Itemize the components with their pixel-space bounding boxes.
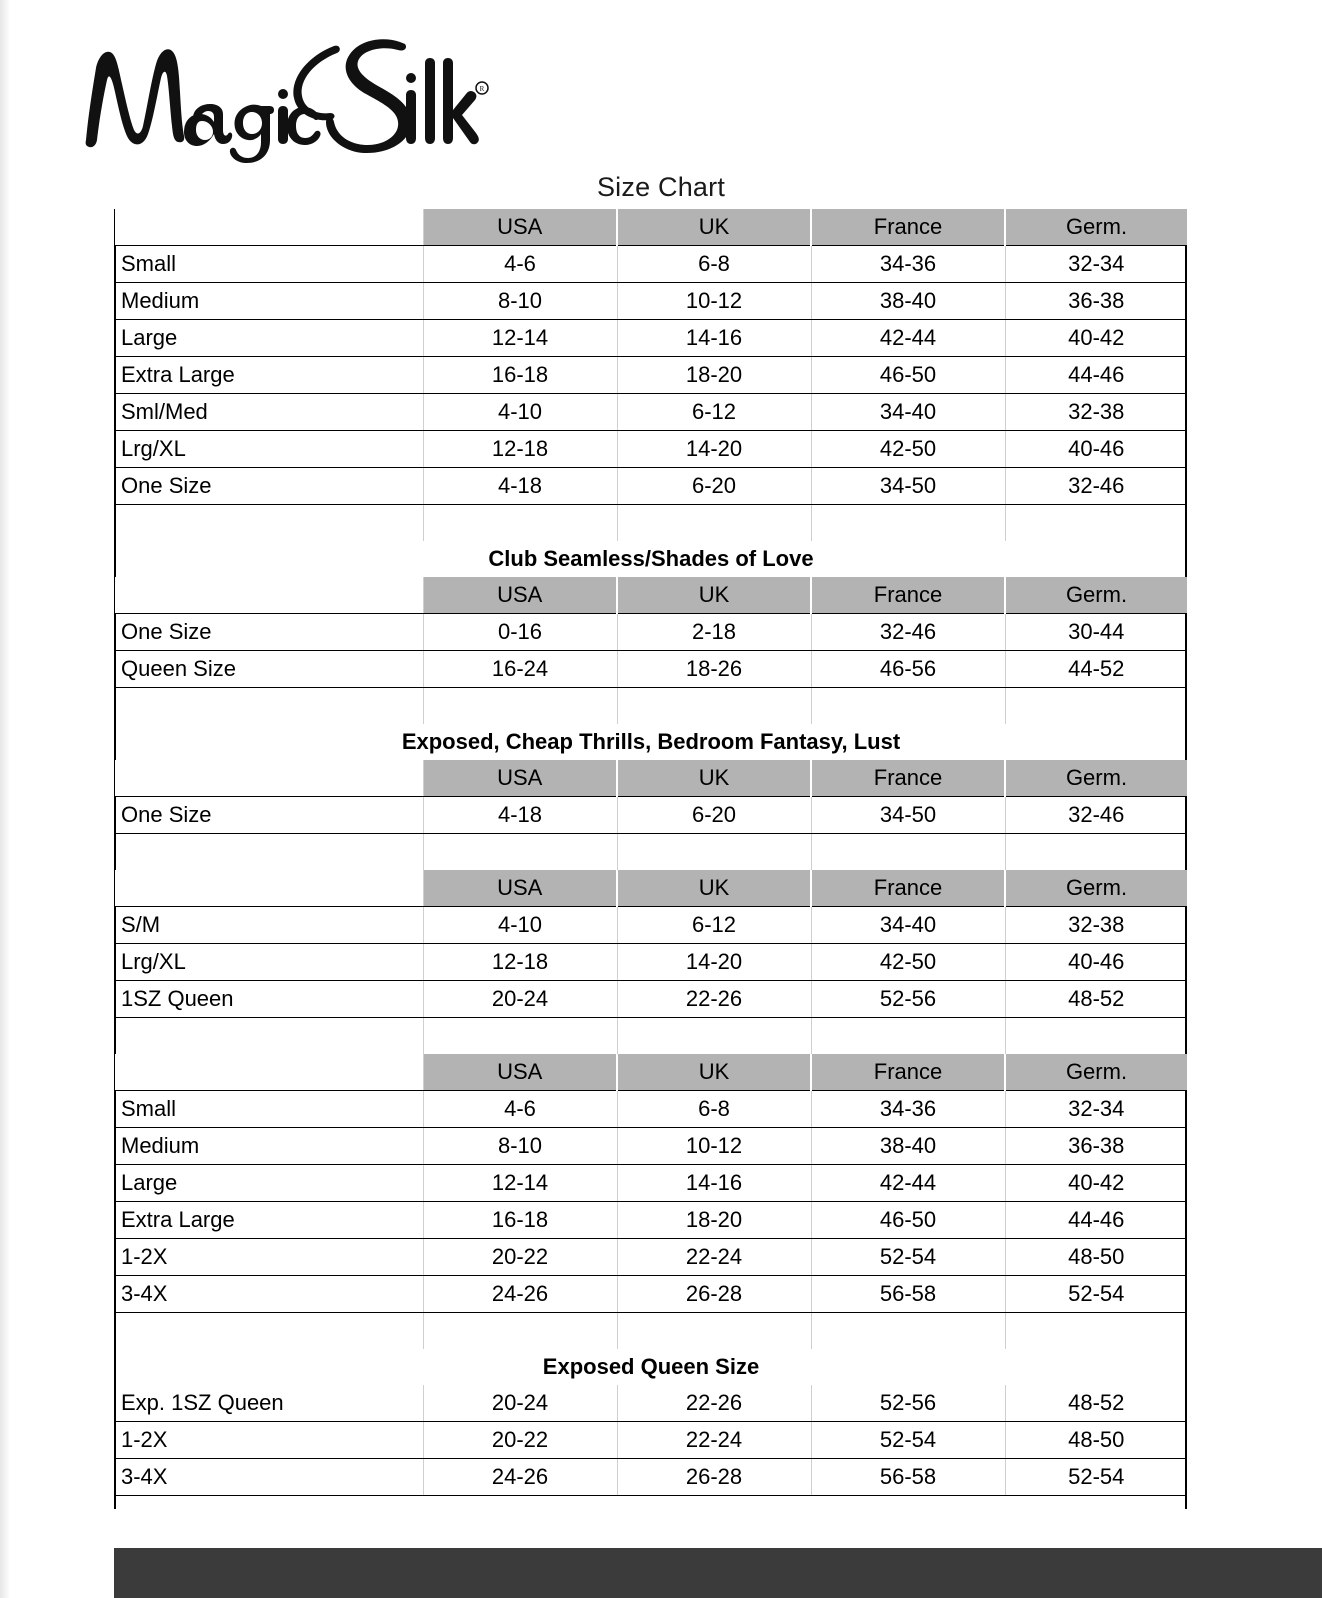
size-value-cell-uk: 18-20 xyxy=(617,357,811,394)
spacer-cell xyxy=(811,688,1005,725)
size-value-cell-france: 32-46 xyxy=(811,614,1005,651)
table-row xyxy=(115,283,1187,320)
table-row xyxy=(115,320,1187,357)
size-value-cell-france: 34-50 xyxy=(811,797,1005,834)
spacer-cell xyxy=(811,1313,1005,1350)
size-value-cell-usa: 8-10 xyxy=(423,283,617,320)
size-value-cell-germ: 32-46 xyxy=(1005,468,1187,505)
size-value-cell-france: 52-54 xyxy=(811,1422,1005,1459)
size-label-cell: 3-4X xyxy=(115,1459,423,1496)
column-header-uk: UK xyxy=(617,760,811,797)
spacer-cell xyxy=(115,1313,423,1350)
size-value-cell-france: 34-36 xyxy=(811,1091,1005,1128)
size-value-cell-germ: 32-46 xyxy=(1005,797,1187,834)
size-value-cell-usa: 20-22 xyxy=(423,1239,617,1276)
size-label-cell: 1-2X xyxy=(115,1239,423,1276)
spacer-cell xyxy=(617,688,811,725)
column-header-usa: USA xyxy=(423,870,617,907)
size-chart-sheet xyxy=(115,209,1187,1496)
size-label-cell: Lrg/XL xyxy=(115,431,423,468)
spacer-cell xyxy=(115,688,423,725)
size-value-cell-uk: 10-12 xyxy=(617,283,811,320)
header-corner-cell xyxy=(115,760,423,797)
size-value-cell-france: 42-50 xyxy=(811,944,1005,981)
size-value-cell-germ: 44-46 xyxy=(1005,1202,1187,1239)
size-value-cell-france: 52-56 xyxy=(811,1385,1005,1422)
size-value-cell-uk: 14-20 xyxy=(617,944,811,981)
page-title: Size Chart xyxy=(596,172,726,202)
size-value-cell-france: 42-44 xyxy=(811,320,1005,357)
table-row xyxy=(115,468,1187,505)
size-label-cell: Large xyxy=(115,1165,423,1202)
size-value-cell-france: 56-58 xyxy=(811,1276,1005,1313)
size-label-cell: Extra Large xyxy=(115,1202,423,1239)
size-value-cell-uk: 6-12 xyxy=(617,394,811,431)
size-label-cell: One Size xyxy=(115,797,423,834)
size-value-cell-france: 34-50 xyxy=(811,468,1005,505)
table-row xyxy=(115,907,1187,944)
spacer-row xyxy=(115,505,1187,542)
column-header-row xyxy=(115,760,1187,797)
size-value-cell-germ: 48-50 xyxy=(1005,1422,1187,1459)
size-value-cell-uk: 18-20 xyxy=(617,1202,811,1239)
header-corner-cell xyxy=(115,209,423,246)
spacer-cell xyxy=(423,1018,617,1055)
size-value-cell-france: 56-58 xyxy=(811,1459,1005,1496)
size-label-cell: Small xyxy=(115,246,423,283)
size-value-cell-germ: 32-34 xyxy=(1005,1091,1187,1128)
column-header-germ: Germ. xyxy=(1005,870,1187,907)
column-header-usa: USA xyxy=(423,1054,617,1091)
section-heading: Club Seamless/Shades of Love xyxy=(488,546,814,571)
table-row xyxy=(115,246,1187,283)
spacer-cell xyxy=(423,1313,617,1350)
size-label-cell: Exp. 1SZ Queen xyxy=(115,1385,423,1422)
table-row xyxy=(115,431,1187,468)
size-value-cell-usa: 4-18 xyxy=(423,797,617,834)
size-value-cell-germ: 40-46 xyxy=(1005,431,1187,468)
section-heading: Exposed Queen Size xyxy=(542,1354,760,1379)
section-heading: Exposed, Cheap Thrills, Bedroom Fantasy, Lust xyxy=(401,729,901,754)
column-header-france: France xyxy=(811,1054,1005,1091)
column-header-france: France xyxy=(811,760,1005,797)
column-header-germ: Germ. xyxy=(1005,209,1187,246)
magic-silk-logo xyxy=(78,22,485,172)
column-header-uk: UK xyxy=(617,209,811,246)
size-value-cell-usa: 12-14 xyxy=(423,320,617,357)
column-header-germ: Germ. xyxy=(1005,577,1187,614)
size-value-cell-germ: 48-50 xyxy=(1005,1239,1187,1276)
svg-text:R: R xyxy=(479,85,485,93)
size-value-cell-germ: 32-38 xyxy=(1005,907,1187,944)
size-label-cell: Medium xyxy=(115,283,423,320)
size-value-cell-france: 46-50 xyxy=(811,357,1005,394)
size-value-cell-france: 46-56 xyxy=(811,651,1005,688)
size-value-cell-germ: 32-34 xyxy=(1005,246,1187,283)
size-value-cell-usa: 4-6 xyxy=(423,246,617,283)
spacer-cell xyxy=(811,505,1005,542)
size-label-cell: Sml/Med xyxy=(115,394,423,431)
spacer-row xyxy=(115,1313,1187,1350)
spacer-cell xyxy=(1005,688,1187,725)
spacer-row xyxy=(115,1018,1187,1055)
size-value-cell-france: 42-50 xyxy=(811,431,1005,468)
size-value-cell-usa: 4-6 xyxy=(423,1091,617,1128)
spacer-row xyxy=(115,688,1187,725)
page-edge-shadow xyxy=(0,0,10,1598)
column-header-uk: UK xyxy=(617,1054,811,1091)
size-value-cell-uk: 14-20 xyxy=(617,431,811,468)
size-value-cell-germ: 40-42 xyxy=(1005,320,1187,357)
size-value-cell-uk: 18-26 xyxy=(617,651,811,688)
column-header-usa: USA xyxy=(423,760,617,797)
section-heading-row xyxy=(115,724,1187,760)
column-header-france: France xyxy=(811,577,1005,614)
size-value-cell-usa: 20-24 xyxy=(423,1385,617,1422)
size-value-cell-uk: 14-16 xyxy=(617,1165,811,1202)
spacer-cell xyxy=(1005,834,1187,871)
column-header-row xyxy=(115,577,1187,614)
size-value-cell-uk: 22-24 xyxy=(617,1239,811,1276)
spacer-cell xyxy=(617,1313,811,1350)
table-row xyxy=(115,1459,1187,1496)
size-value-cell-usa: 16-24 xyxy=(423,651,617,688)
size-label-cell: Extra Large xyxy=(115,357,423,394)
footer-bar xyxy=(114,1548,1322,1598)
size-value-cell-usa: 4-18 xyxy=(423,468,617,505)
table-row xyxy=(115,357,1187,394)
size-value-cell-usa: 24-26 xyxy=(423,1276,617,1313)
size-value-cell-france: 38-40 xyxy=(811,1128,1005,1165)
table-row xyxy=(115,1165,1187,1202)
size-value-cell-france: 46-50 xyxy=(811,1202,1005,1239)
size-value-cell-uk: 6-20 xyxy=(617,797,811,834)
size-value-cell-france: 34-40 xyxy=(811,907,1005,944)
size-label-cell: Queen Size xyxy=(115,651,423,688)
table-row xyxy=(115,1128,1187,1165)
header-corner-cell xyxy=(115,870,423,907)
spacer-cell xyxy=(423,505,617,542)
table-row xyxy=(115,1091,1187,1128)
size-label-cell: 3-4X xyxy=(115,1276,423,1313)
size-value-cell-germ: 48-52 xyxy=(1005,981,1187,1018)
size-value-cell-usa: 4-10 xyxy=(423,394,617,431)
size-value-cell-france: 34-40 xyxy=(811,394,1005,431)
section-heading-row xyxy=(115,1349,1187,1385)
size-label-cell: One Size xyxy=(115,614,423,651)
table-row xyxy=(115,651,1187,688)
spacer-cell xyxy=(617,1018,811,1055)
size-value-cell-usa: 24-26 xyxy=(423,1459,617,1496)
size-value-cell-uk: 22-24 xyxy=(617,1422,811,1459)
spacer-cell xyxy=(811,1018,1005,1055)
spacer-cell xyxy=(811,834,1005,871)
size-value-cell-germ: 30-44 xyxy=(1005,614,1187,651)
column-header-row xyxy=(115,1054,1187,1091)
size-value-cell-germ: 48-52 xyxy=(1005,1385,1187,1422)
header-corner-cell xyxy=(115,577,423,614)
size-value-cell-uk: 6-8 xyxy=(617,1091,811,1128)
size-value-cell-germ: 52-54 xyxy=(1005,1459,1187,1496)
size-value-cell-france: 42-44 xyxy=(811,1165,1005,1202)
table-row xyxy=(115,981,1187,1018)
size-value-cell-france: 38-40 xyxy=(811,283,1005,320)
size-value-cell-usa: 12-14 xyxy=(423,1165,617,1202)
column-header-france: France xyxy=(811,209,1005,246)
size-value-cell-germ: 44-46 xyxy=(1005,357,1187,394)
size-value-cell-uk: 10-12 xyxy=(617,1128,811,1165)
size-label-cell: S/M xyxy=(115,907,423,944)
size-value-cell-germ: 36-38 xyxy=(1005,283,1187,320)
size-value-cell-france: 52-54 xyxy=(811,1239,1005,1276)
size-label-cell: Lrg/XL xyxy=(115,944,423,981)
table-row xyxy=(115,797,1187,834)
size-value-cell-usa: 12-18 xyxy=(423,944,617,981)
size-value-cell-germ: 36-38 xyxy=(1005,1128,1187,1165)
size-value-cell-uk: 2-18 xyxy=(617,614,811,651)
table-row xyxy=(115,1385,1187,1422)
size-value-cell-usa: 20-22 xyxy=(423,1422,617,1459)
size-value-cell-uk: 6-8 xyxy=(617,246,811,283)
spacer-cell xyxy=(115,1018,423,1055)
size-value-cell-usa: 16-18 xyxy=(423,1202,617,1239)
size-value-cell-uk: 6-12 xyxy=(617,907,811,944)
size-value-cell-uk: 26-28 xyxy=(617,1276,811,1313)
column-header-france: France xyxy=(811,870,1005,907)
size-label-cell: Small xyxy=(115,1091,423,1128)
column-header-uk: UK xyxy=(617,577,811,614)
size-value-cell-uk: 14-16 xyxy=(617,320,811,357)
spacer-cell xyxy=(617,834,811,871)
column-header-row xyxy=(115,870,1187,907)
size-value-cell-uk: 22-26 xyxy=(617,1385,811,1422)
spacer-cell xyxy=(1005,505,1187,542)
size-value-cell-uk: 6-20 xyxy=(617,468,811,505)
table-row xyxy=(115,1422,1187,1459)
column-header-row xyxy=(115,209,1187,246)
size-label-cell: Medium xyxy=(115,1128,423,1165)
size-value-cell-germ: 40-42 xyxy=(1005,1165,1187,1202)
header-corner-cell xyxy=(115,1054,423,1091)
spacer-cell xyxy=(423,688,617,725)
size-value-cell-france: 34-36 xyxy=(811,246,1005,283)
table-row xyxy=(115,1202,1187,1239)
section-heading-row xyxy=(115,541,1187,577)
spacer-cell xyxy=(1005,1018,1187,1055)
size-value-cell-france: 52-56 xyxy=(811,981,1005,1018)
size-value-cell-germ: 40-46 xyxy=(1005,944,1187,981)
size-value-cell-usa: 12-18 xyxy=(423,431,617,468)
size-value-cell-usa: 8-10 xyxy=(423,1128,617,1165)
size-chart-table xyxy=(115,209,1187,1496)
spacer-cell xyxy=(115,834,423,871)
size-label-cell: Large xyxy=(115,320,423,357)
size-value-cell-germ: 32-38 xyxy=(1005,394,1187,431)
spacer-row xyxy=(115,834,1187,871)
size-value-cell-usa: 0-16 xyxy=(423,614,617,651)
column-header-germ: Germ. xyxy=(1005,760,1187,797)
table-row xyxy=(115,1239,1187,1276)
column-header-germ: Germ. xyxy=(1005,1054,1187,1091)
size-value-cell-usa: 4-10 xyxy=(423,907,617,944)
table-row xyxy=(115,944,1187,981)
size-value-cell-uk: 22-26 xyxy=(617,981,811,1018)
column-header-uk: UK xyxy=(617,870,811,907)
table-row xyxy=(115,614,1187,651)
spacer-cell xyxy=(617,505,811,542)
spacer-cell xyxy=(115,505,423,542)
size-value-cell-usa: 16-18 xyxy=(423,357,617,394)
size-value-cell-usa: 20-24 xyxy=(423,981,617,1018)
size-value-cell-germ: 44-52 xyxy=(1005,651,1187,688)
spacer-cell xyxy=(423,834,617,871)
spacer-cell xyxy=(1005,1313,1187,1350)
size-value-cell-germ: 52-54 xyxy=(1005,1276,1187,1313)
size-value-cell-uk: 26-28 xyxy=(617,1459,811,1496)
table-row xyxy=(115,1276,1187,1313)
size-label-cell: One Size xyxy=(115,468,423,505)
column-header-usa: USA xyxy=(423,577,617,614)
column-header-usa: USA xyxy=(423,209,617,246)
table-row xyxy=(115,394,1187,431)
size-label-cell: 1-2X xyxy=(115,1422,423,1459)
size-label-cell: 1SZ Queen xyxy=(115,981,423,1018)
